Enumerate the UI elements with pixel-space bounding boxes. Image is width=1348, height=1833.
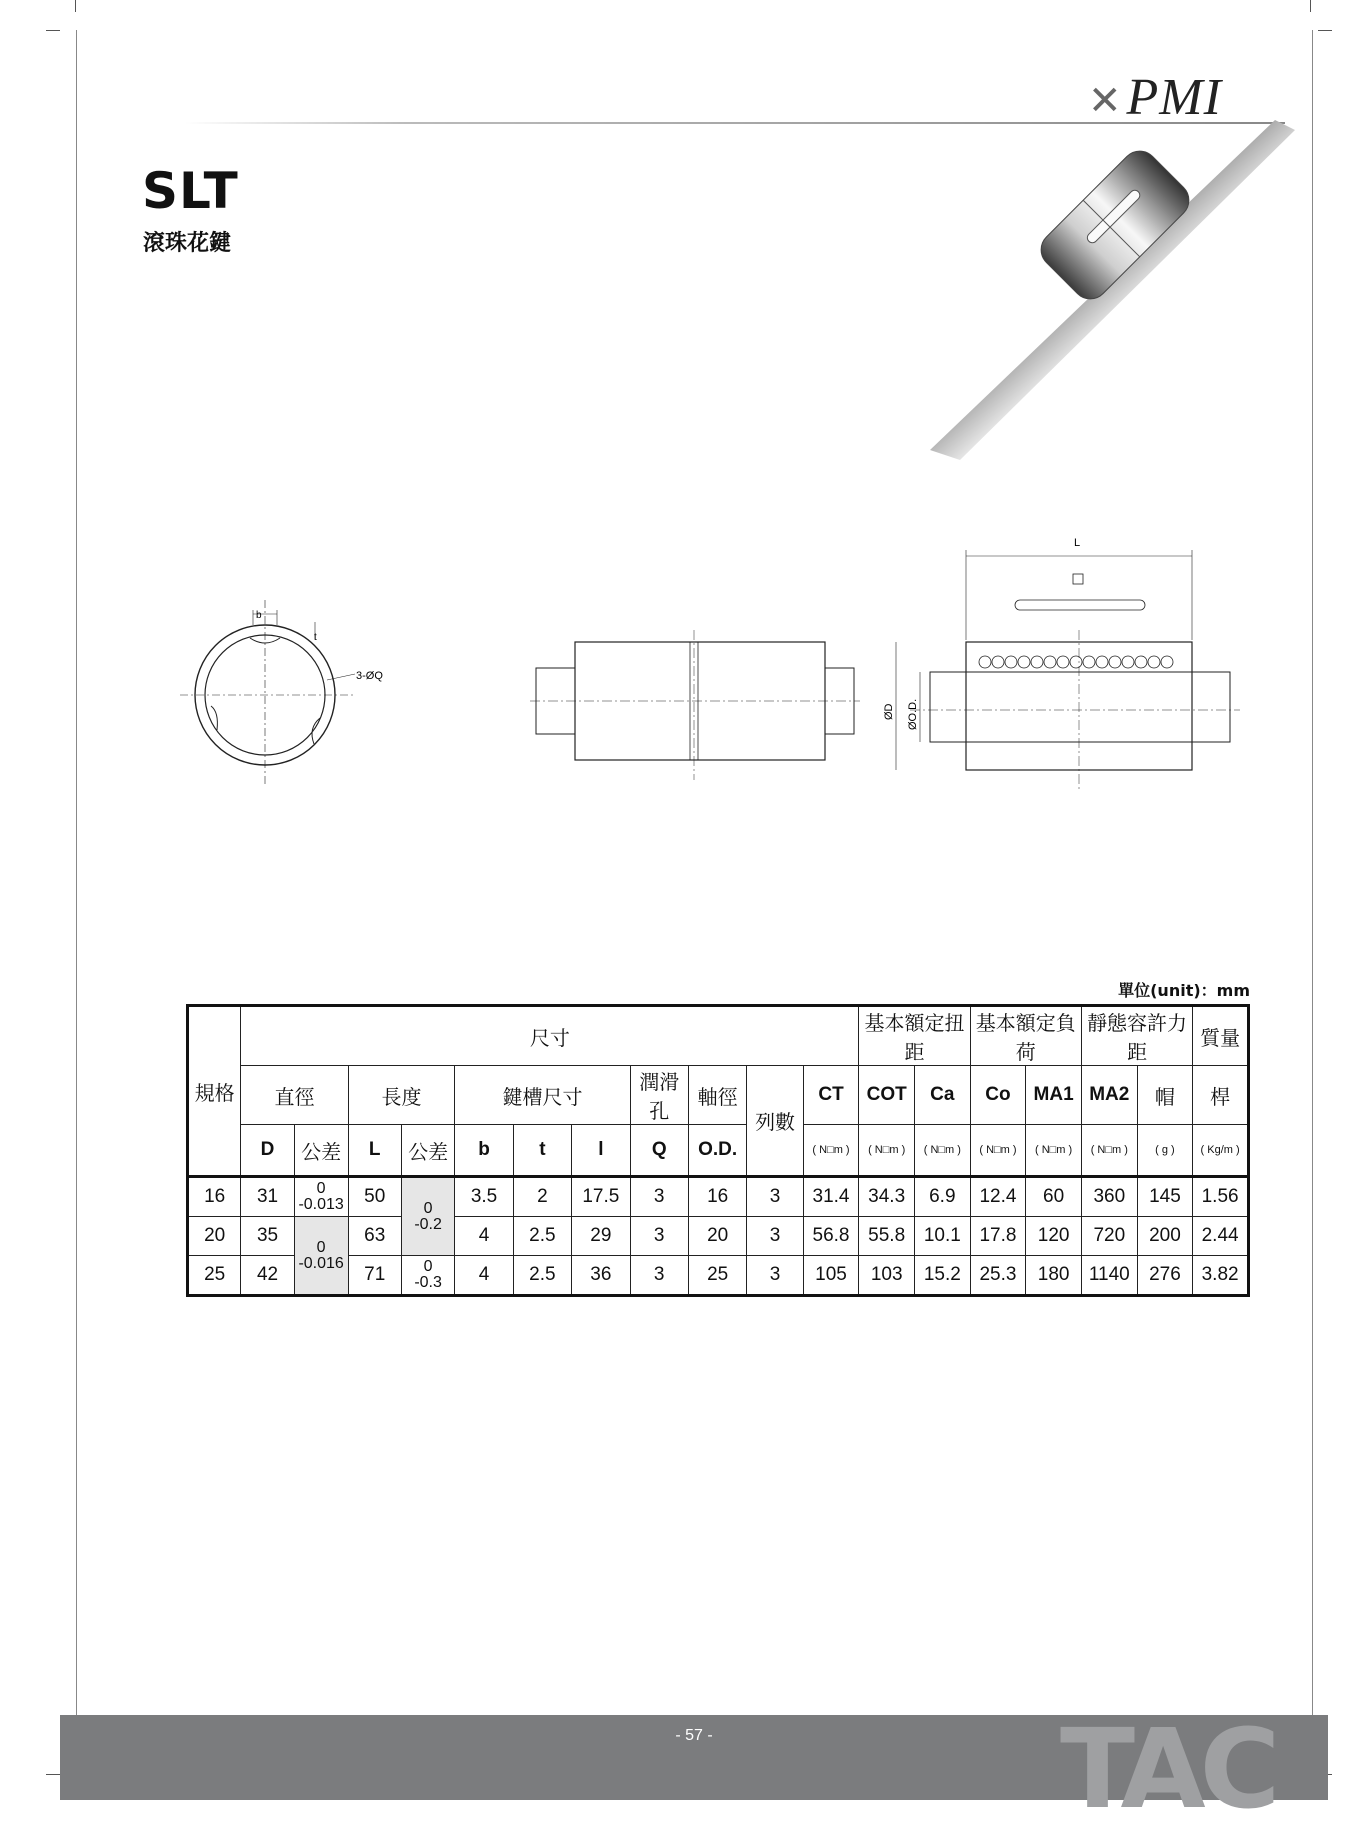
cell-cap: 200: [1137, 1217, 1193, 1256]
cell-CT: 105: [803, 1256, 859, 1296]
unit-cap: ( g ): [1137, 1125, 1193, 1177]
cell-Co: 25.3: [970, 1256, 1026, 1296]
cell-MA1: 180: [1026, 1256, 1082, 1296]
cell-t: 2.5: [513, 1256, 571, 1296]
header-t: t: [513, 1125, 571, 1177]
table-row: [188, 1217, 1249, 1256]
header-CT: CT: [803, 1066, 859, 1125]
cell-OD: 16: [688, 1177, 747, 1217]
cell-OD: 25: [688, 1256, 747, 1296]
label-b: b: [256, 610, 262, 621]
header-keyway: 鍵槽尺寸: [455, 1066, 630, 1125]
cell-L: 63: [348, 1217, 401, 1256]
cell-D: 42: [241, 1256, 294, 1296]
cell-MA2: 1140: [1081, 1256, 1137, 1296]
spec-table: [186, 1004, 1250, 1297]
brand-logo: ✕PMI: [1088, 69, 1222, 126]
cell-spec: 25: [188, 1256, 241, 1296]
cell-Ca: 6.9: [915, 1177, 971, 1217]
cell-Ca: 10.1: [915, 1217, 971, 1256]
header-mass: 質量: [1193, 1006, 1249, 1066]
header-static-moment: 靜態容許力距: [1081, 1006, 1192, 1066]
cell-CT: 56.8: [803, 1217, 859, 1256]
cell-OD: 20: [688, 1217, 747, 1256]
cell-MA2: 360: [1081, 1177, 1137, 1217]
header-MA1: MA1: [1026, 1066, 1082, 1125]
footer-bar: [60, 1705, 1328, 1833]
header-dynamic-torque: 基本額定扭距: [859, 1006, 970, 1066]
cell-L: 71: [348, 1256, 401, 1296]
header-basic-load: 基本額定負荷: [970, 1006, 1081, 1066]
table-row: [188, 1177, 1249, 1217]
cell-Q: 3: [630, 1256, 688, 1296]
cell-D: 35: [241, 1217, 294, 1256]
cell-L-tol: 0 -0.2: [401, 1177, 454, 1256]
cell-spec: 20: [188, 1217, 241, 1256]
crop-mark: [46, 1774, 60, 1775]
unit-MA1: ( N□m ): [1026, 1125, 1082, 1177]
cell-Ca: 15.2: [915, 1256, 971, 1296]
cell-l: 17.5: [572, 1177, 631, 1217]
header-dimensions: 尺寸: [241, 1006, 859, 1066]
label-L: L: [1074, 537, 1081, 549]
cell-CT: 31.4: [803, 1177, 859, 1217]
unit-Ca: ( N□m ): [915, 1125, 971, 1177]
cell-MA2: 720: [1081, 1217, 1137, 1256]
cell-shaft: 1.56: [1193, 1177, 1249, 1217]
header-OD: O.D.: [688, 1125, 747, 1177]
cell-Q: 3: [630, 1177, 688, 1217]
cell-D: 31: [241, 1177, 294, 1217]
unit-MA2: ( N□m ): [1081, 1125, 1137, 1177]
header-diameter: 直徑: [241, 1066, 348, 1125]
header-L: L: [348, 1125, 401, 1177]
header-shaft: 軸徑: [688, 1066, 747, 1125]
unit-Co: ( N□m ): [970, 1125, 1026, 1177]
cell-Co: 12.4: [970, 1177, 1026, 1217]
header-Q: Q: [630, 1125, 688, 1177]
header-shaft-mass: 桿: [1193, 1066, 1249, 1125]
product-photo: [900, 120, 1320, 470]
crop-mark: [1310, 0, 1311, 12]
header-L-tol: 公差: [401, 1125, 454, 1177]
page-number: - 57 -: [675, 1727, 713, 1744]
cell-cap: 145: [1137, 1177, 1193, 1217]
cell-COT: 55.8: [859, 1217, 915, 1256]
header-b: b: [455, 1125, 513, 1177]
cell-D-tol: 0 -0.013: [294, 1177, 348, 1217]
header-l: l: [572, 1125, 631, 1177]
cell-COT: 34.3: [859, 1177, 915, 1217]
cell-l: 36: [572, 1256, 631, 1296]
nut-shape: [1034, 144, 1197, 307]
header-Co: Co: [970, 1066, 1026, 1125]
cell-cap: 276: [1137, 1256, 1193, 1296]
cell-t: 2: [513, 1177, 571, 1217]
cell-b: 4: [455, 1217, 513, 1256]
label-t: t: [314, 632, 317, 643]
header-D-tol: 公差: [294, 1125, 348, 1177]
cell-L-tol: 0 -0.3: [401, 1256, 454, 1296]
side-view-drawing: [530, 630, 860, 780]
header-MA2: MA2: [1081, 1066, 1137, 1125]
crop-mark: [75, 0, 76, 12]
header-COT: COT: [859, 1066, 915, 1125]
unit-CT: ( N□m ): [803, 1125, 859, 1177]
unit-note: 單位(unit)：mm: [1118, 981, 1250, 1000]
cell-COT: 103: [859, 1256, 915, 1296]
unit-shaft: ( Kg/m ): [1193, 1125, 1249, 1177]
tac-mark: TAC: [1060, 1705, 1275, 1833]
sectional-view-drawing: [870, 530, 1250, 790]
cell-t: 2.5: [513, 1217, 571, 1256]
page-subtitle: 滾珠花鍵: [143, 231, 232, 256]
header-length: 長度: [348, 1066, 455, 1125]
cell-l: 29: [572, 1217, 631, 1256]
cell-rows: 3: [747, 1177, 803, 1217]
cell-Co: 17.8: [970, 1217, 1026, 1256]
unit-COT: ( N□m ): [859, 1125, 915, 1177]
cell-b: 3.5: [455, 1177, 513, 1217]
cell-MA1: 120: [1026, 1217, 1082, 1256]
cell-shaft: 3.82: [1193, 1256, 1249, 1296]
header-spec: 規格: [188, 1006, 241, 1177]
section-drawing: [170, 600, 410, 800]
pmi-x-icon: ✕: [1088, 78, 1123, 123]
cell-spec: 16: [188, 1177, 241, 1217]
header-rows: 列數: [747, 1066, 803, 1177]
cell-MA1: 60: [1026, 1177, 1082, 1217]
crop-mark: [46, 30, 60, 31]
cell-L: 50: [348, 1177, 401, 1217]
cell-Q: 3: [630, 1217, 688, 1256]
label-holes: 3-ØQ: [356, 670, 383, 682]
header-lube-hole: 潤滑孔: [630, 1066, 688, 1125]
cell-shaft: 2.44: [1193, 1217, 1249, 1256]
header-Ca: Ca: [915, 1066, 971, 1125]
label-OD: ØO.D.: [907, 698, 919, 730]
cell-b: 4: [455, 1256, 513, 1296]
header-D: D: [241, 1125, 294, 1177]
label-D: ØD: [883, 703, 895, 720]
crop-mark: [1318, 30, 1332, 31]
page-title: SLT: [142, 162, 239, 220]
cell-rows: 3: [747, 1217, 803, 1256]
cell-D-tol: 0 -0.016: [294, 1217, 348, 1296]
cell-rows: 3: [747, 1256, 803, 1296]
header-cap: 帽: [1137, 1066, 1193, 1125]
